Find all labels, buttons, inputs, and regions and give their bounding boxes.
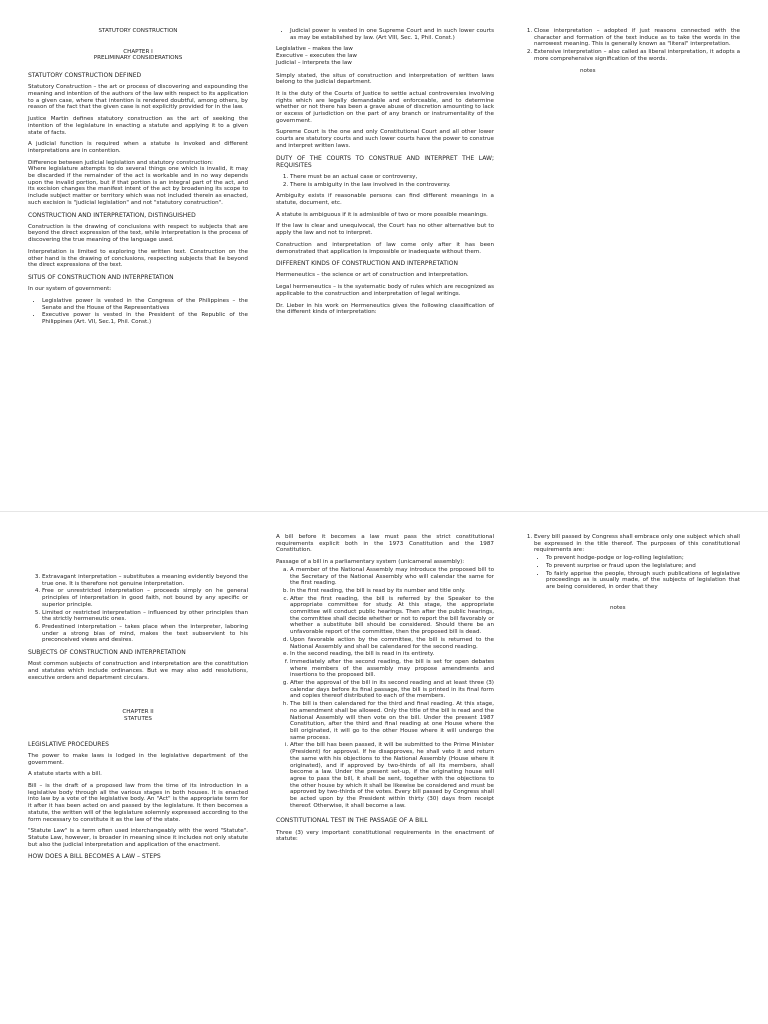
page2-column-middle	[276, 534, 494, 848]
paragraph: Bill – is the draft of a proposed law from the time of its introduction in a legislative body through all the various stages in both houses. It is enacted into law by a vote of the legislative body. An "Act" is the appropriate term for it after it has been acted on and passed by the legislature. It then becomes a statute, the written will of the legislature solemnly expressed according to the form necessary to constitute it as the law of the state.	[28, 783, 248, 823]
text-line: Legislative – makes the law	[276, 46, 353, 53]
section-heading: CONSTRUCTION AND INTERPRETATION, DISTINGUISHED	[28, 211, 196, 219]
paragraph: "Statute Law" is a term often used interchangeably with the word "Statute". Statute Law, however, is broader in meaning since it includes not only statute but also the judicial interpretation and application of the enactment.	[28, 828, 248, 848]
paragraph: Justice Martin defines statutory construction as the art of seeking the intention of the legislature in enacting a statute and applying it to a given state of facts.	[28, 116, 248, 136]
section-heading: DIFFERENT KINDS OF CONSTRUCTION AND INTERPRETATION	[276, 260, 458, 268]
numbered-list	[276, 174, 494, 188]
list-item: • To fairly apprise the people, through such publications of legislative proceedings as is usually made, of the subjects of legislation that are being considered, in order that they	[546, 571, 740, 591]
paragraph: A statute starts with a bill.	[28, 771, 102, 778]
paragraph: Hermeneutics – the science or art of construction and interpretation.	[276, 272, 469, 279]
section-heading: STATUTORY CONSTRUCTION DEFINED	[28, 72, 142, 80]
text-line: Executive – executes the law	[276, 53, 357, 60]
section-heading: SITUS OF CONSTRUCTION AND INTERPRETATION	[28, 273, 174, 281]
paragraph: Construction is the drawing of conclusions with respect to subjects that are beyond the direct expression of the text, while interpretation is the process of discovering the true meaning of the language used.	[28, 223, 248, 244]
steps-list	[276, 567, 494, 810]
list-item: d. Upon favorable action by the committee, the bill is returned to the National Assembly and shall be calendared for the second reading.	[290, 637, 494, 650]
paragraph: Passage of a bill in a parliamentary system (unicameral assembly):	[276, 559, 465, 566]
paragraph: Statutory Construction – the art or process of discovering and expounding the meaning and intention of the authors of the law with respect to its application to a given case, where that intention is rendered doubtful, among others, by reason of the fact that the given case is not explicitly provided for in the law.	[28, 84, 248, 111]
list-item: • Judicial power is vested in one Supreme Court and in such lower courts as may be established by law. (Art VIII, Sec. 1, Phil. Const.)	[290, 28, 494, 41]
paragraph: Supreme Court is the one and only Constitutional Court and all other lower courts are statutory courts and such lower courts have the power to construe and interpret written laws.	[276, 129, 494, 149]
section-heading: SUBJECTS OF CONSTRUCTION AND INTERPRETATION	[28, 649, 186, 657]
paragraph: Most common subjects of construction and interpretation are the constitution and statutes which include ordinances. But we may also add resolutions, executive orders and department circulars.	[28, 661, 248, 681]
text-line: Judicial – interprets the law	[276, 59, 352, 66]
list-item: i. After the bill has been passed, it will be submitted to the Prime Minister (President) for approval. If he disapproves, he shall veto it and return the same with his objections to the National Assembly (House where it originated), and if approved by two-thirds of all its members, shall become a law. Under the present set-up, if the originating house will agree to pass the bill, it shall be sent, together with the objections to the other house by which it shall be likewise be considered and must be approved by two-thirds of the votes. Every bill passed by Congress shall be acted upon by the President within thirty (30) days from receipt thereof. Otherwise, it shall become a law.	[290, 742, 494, 809]
paragraph: It is the duty of the Courts of Justice to settle actual controversies involving rights which are legally demandable and enforceable, and to determine whether or not there has been a grave abuse of discretion amounting to lack or excess of jurisdiction on the part of any branch or instrumentality of the government.	[276, 90, 494, 124]
list-item: 2. There is ambiguity in the law involved in the controversy.	[290, 182, 494, 189]
bullet-list	[276, 28, 494, 41]
chapter-title: PRELIMINARY CONSIDERATIONS	[93, 55, 183, 62]
paragraph: Interpretation is limited to exploring the written text. Construction on the other hand is the drawing of conclusions, respecting subjects that lie beyond the direct expressions of the text.	[28, 248, 248, 269]
chapter-number: CHAPTER II	[122, 709, 154, 716]
list-item: 3. Extravagant interpretation – substitutes a meaning evidently beyond the true one. It is therefore not genuine interpretation.	[42, 574, 248, 587]
sub-bullet-list	[520, 555, 740, 591]
chapter-number: CHAPTER I	[123, 48, 153, 55]
document-page-2	[0, 512, 768, 1024]
list-item: e. In the second reading, the bill is read in its entirety.	[290, 651, 494, 658]
paragraph: Simply stated, the situs of construction and interpretation of written laws belong to the judicial department.	[276, 72, 494, 86]
page2-column-right	[520, 534, 740, 616]
numbered-list	[28, 574, 248, 644]
list-item: b. In the first reading, the bill is read by its number and title only.	[290, 588, 494, 595]
list-item: 5. Limited or restricted interpretation – influenced by other principles than the strictly hermeneutic ones.	[42, 610, 248, 623]
list-item: g. After the approval of the bill in its second reading and at least three (3) calendar days before its final passage, the bill is printed in its final form and copies thereof distributed to each of the members.	[290, 680, 494, 700]
paragraph: Ambiguity exists if reasonable persons can find different meanings in a statute, document, etc.	[276, 193, 494, 207]
list-item: • To prevent hodge-podge or log-rolling legislation;	[546, 555, 740, 562]
list-item: h. The bill is then calendared for the third and final reading. At this stage, no amendment shall be allowed. Only the title of the bill is read and the National Assembly will then vote on the bill. Under the present 1987 Constitution, after the third and final reading at one House where the bill originated, it will go to the other House where it will undergo the same process.	[290, 701, 494, 741]
list-item: • Legislative power is vested in the Congress of the Philippines – the Senate and the House of the Representatives	[42, 298, 248, 311]
page2-column-left	[28, 574, 248, 866]
page1-column-left	[28, 28, 248, 331]
paragraph: A bill before it becomes a law must pass the strict constitutional requirements explicit both in the 1973 Constitution and the 1987 Constitution.	[276, 534, 494, 554]
paragraph: In our system of government:	[28, 286, 112, 293]
list-item: 1. There must be an actual case or controversy,	[290, 174, 494, 181]
list-item: • To prevent surprise or fraud upon the legislature; and	[546, 563, 740, 570]
list-item: • Executive power is vested in the President of the Republic of the Philippines (Art. VII, Sec.1, Phil. Const.)	[42, 312, 248, 325]
section-heading: CONSTITUTIONAL TEST IN THE PASSAGE OF A BILL	[276, 817, 428, 825]
section-heading: DUTY OF THE COURTS TO CONSTRUE AND INTERPRET THE LAW; REQUISITES	[276, 154, 494, 169]
document-title: STATUTORY CONSTRUCTION	[98, 28, 178, 34]
paragraph: Three (3) very important constitutional requirements in the enactment of statute:	[276, 829, 494, 843]
paragraph: Where legislature attempts to do several things one which is invalid, it may be discarded if the remainder of the act is workable and in no way depends upon the invalid portion, but if that portion is an integral part of the act, and its excision changes the manifest intent of the act by broadening its scope to include subject matter or territory which was not included therein as enacted, such excision is "judicial legislation" and not "statutory construction".	[28, 166, 248, 206]
page1-column-middle	[276, 28, 494, 321]
section-heading: LEGISLATIVE PROCEDURES	[28, 740, 109, 748]
numbered-list	[520, 28, 740, 63]
list-item: 4. Free or unrestricted interpretation – proceeds simply on he general principles of interpretation in good faith, not bound by any specific or superior principle.	[42, 588, 248, 608]
list-item: 6. Predestined interpretation – takes place when the interpreter, laboring under a strong bias of mind, makes the text subservient to his preconceived views and desires.	[42, 624, 248, 644]
page1-column-right	[520, 28, 740, 79]
list-item: 2. Extensive interpretation – also called as liberal interpretation, it adopts a more comprehensive signification of the words.	[534, 49, 740, 62]
list-item: 1. Close interpretation – adopted if just reasons connected with the character and formation of the text induce as to take the words in the narrowest meaning. This is generally known as "literal" interpretation.	[534, 28, 740, 48]
paragraph: The power to make laws is lodged in the legislative department of the government.	[28, 752, 248, 766]
list-item: c. After the first reading, the bill is referred by the Speaker to the appropriate committee for study. At this stage, the appropriate committee will conduct public hearings. Then after the public hearings, the committee shall decide whether or not to report the bill favorably or whether a substitute bill should be considered. Should there be an unfavorable report of the committee, then the proposed bill is dead.	[290, 596, 494, 636]
notes-label: notes	[580, 67, 596, 74]
notes-label: notes	[610, 604, 626, 611]
paragraph: If the law is clear and unequivocal, the Court has no other alternative but to apply the law and not to interpret.	[276, 223, 494, 237]
list-item: a. A member of the National Assembly may introduce the proposed bill to the Secretary of the National Assembly who will calendar the same for the first reading.	[290, 567, 494, 587]
bullet-list	[28, 298, 248, 326]
list-item: 1. Every bill passed by Congress shall embrace only one subject which shall be expressed in the title thereof. The purposes of this constitutional requirements are:	[534, 534, 740, 554]
list-item: f. Immediately after the second reading, the bill is set for open debates where members of the assembly may propose amendments and insertions to the proposed bill.	[290, 659, 494, 679]
paragraph: Construction and interpretation of law come only after it has been demonstrated that application is impossible or inadequate without them.	[276, 241, 494, 255]
chapter-title: STATUTES	[124, 716, 152, 723]
paragraph: A statute is ambiguous if it is admissible of two or more possible meanings.	[276, 211, 488, 218]
paragraph: Difference between judicial legislation and statutory construction:	[28, 159, 213, 166]
section-heading: HOW DOES A BILL BECOMES A LAW – STEPS	[28, 853, 161, 861]
paragraph: Dr. Lieber in his work on Hermeneutics gives the following classification of the different kinds of interpretation:	[276, 302, 494, 316]
paragraph: A judicial function is required when a statute is invoked and different interpretations are in contention.	[28, 141, 248, 154]
paragraph: Legal hermeneutics – is the systematic body of rules which are recognized as applicable to the construction and interpretation of legal writings.	[276, 284, 494, 297]
numbered-list	[520, 534, 740, 554]
